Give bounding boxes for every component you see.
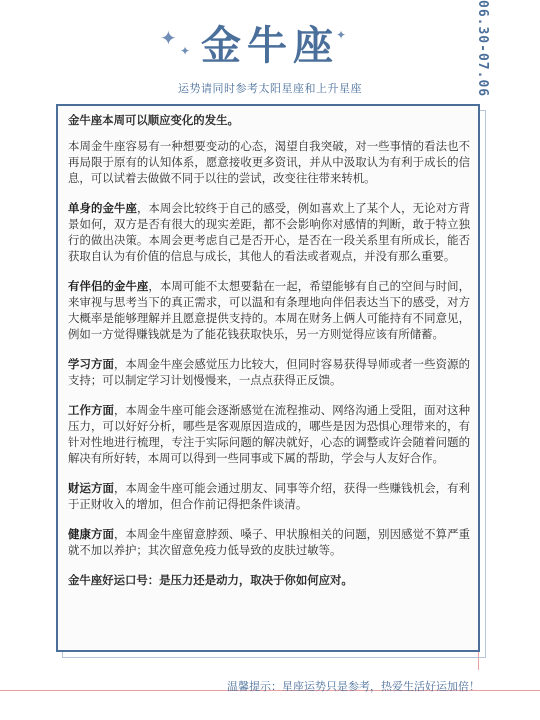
sparkle-icon: ✦: [336, 28, 347, 42]
sparkle-icon: ✦: [180, 44, 191, 58]
title-block: [0, 14, 540, 71]
single-paragraph: [68, 200, 470, 264]
date-range: 06.30-07.06: [475, 0, 490, 98]
headline: 金牛座本周可以顺应变化的发生。: [68, 113, 239, 127]
subtitle: 运势请同时参考太阳星座和上升星座: [178, 82, 362, 95]
single-label: 单身的金牛座: [68, 201, 137, 215]
slogan: 金牛座好运口号：是压力还是动力，取决于你如何应对。: [68, 573, 353, 587]
partner-text: ，本周可能不太想要黏在一起，希望能够有自己的空间与时间，来审视与思考当下的真正需求，可以温和有条理地向伴侣表达当下的感受，对方大概率是能够理解并且愿意提供支持的。本周在财务上俩人可能持有不同意见，例如一方觉得赚钱就是为了能花钱获取快乐，另一方则觉得应该有所储蓄。: [68, 279, 470, 341]
wealth-paragraph: [68, 480, 470, 512]
study-label: 学习方面: [68, 357, 114, 371]
work-text: ，本周金牛座可能会逐渐感觉在流程推动、网络沟通上受阻，面对这种压力，可以好好分析，哪些是客观原因造成的，哪些是因为恐惧心理带来的，有针对性地进行梳理，专注于实际问题的解决就好，心态的调整或许会随着问题的解决有所好转，本周可以得到一些同事或下属的帮助，学会与人友好合作。: [68, 403, 470, 465]
health-label: 健康方面: [68, 527, 114, 541]
wealth-text: ，本周金牛座可能会通过朋友、同事等介绍，获得一些赚钱机会，有利于正财收入的增加，但合作前记得把条件谈清。: [68, 481, 470, 511]
single-text: ，本周会比较终于自己的感受，例如喜欢上了某个人，无论对方背景如何，双方是否有很大的现实差距，都不会影响你对感情的判断，敢于特立独行的做出决策。本周会更考虑自己是否开心，是否在一段关系里有所成长，能否获取自认为有价值的信息与成长，其他人的看法或者观点，并没有那么重要。: [68, 201, 470, 263]
study-paragraph: [68, 356, 470, 388]
partner-paragraph: [68, 278, 470, 342]
footer-tip: 温馨提示：星座运势只是参考，热爱生活好运加倍！: [227, 680, 480, 693]
health-paragraph: [68, 526, 470, 558]
partner-label: 有伴侣的金牛座: [68, 279, 149, 293]
work-label: 工作方面: [68, 403, 114, 417]
wealth-label: 财运方面: [68, 481, 114, 495]
study-text: ，本周金牛座会感觉压力比较大，但同时容易获得导师或者一些资源的支持；可以制定学习计划慢慢来，一点点获得正反馈。: [68, 357, 470, 387]
page-title: 金牛座: [201, 23, 339, 69]
health-text: ，本周金牛座留意脖颈、嗓子、甲状腺相关的问题，别因感觉不算严重就不加以养护；其次留意免疫力低导致的皮肤过敏等。: [68, 527, 470, 557]
footer-tip-wrap: [200, 675, 480, 694]
content-body: [68, 112, 470, 598]
intro-paragraph: 本周金牛座容易有一种想要变动的心态，渴望自我突破，对一些事情的看法也不再局限于原有的认知体系，愿意接收更多资讯，并从中汲取认为有利于成长的信息，可以试着去做做不同于以往的尝试，改变往往带来转机。: [68, 139, 470, 185]
sparkle-icon: ✦: [160, 26, 177, 50]
work-paragraph: [68, 402, 470, 466]
